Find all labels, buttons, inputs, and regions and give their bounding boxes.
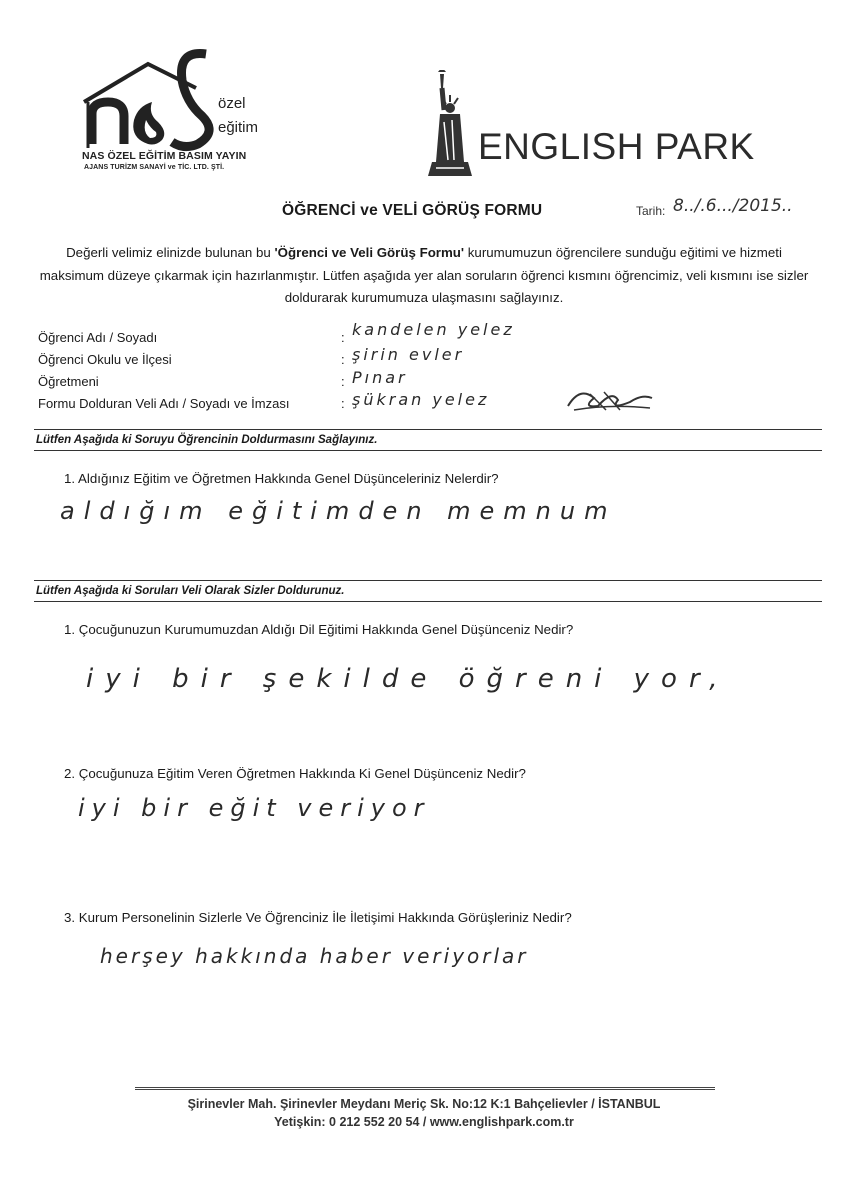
svg-text:özel: özel bbox=[218, 95, 246, 112]
parent-answer-3: herşey hakkında haber veriyorlar bbox=[100, 944, 529, 968]
student-name-colon: : bbox=[341, 330, 345, 345]
footer-contact: Yetişkin: 0 212 552 20 54 / www.englishpark.com.tr bbox=[274, 1115, 574, 1129]
parent-name-value: şükran yelez bbox=[352, 390, 490, 409]
student-name-label: Öğrenci Adı / Soyadı bbox=[38, 330, 158, 345]
intro-form-name: 'Öğrenci ve Veli Görüş Formu' bbox=[274, 245, 465, 260]
parent-question-1: 1. Çocuğunuzun Kurumumuzdan Aldığı Dil Eğitimi Hakkında Genel Düşünceniz Nedir? bbox=[64, 622, 574, 637]
teacher-value: Pınar bbox=[352, 368, 408, 387]
svg-text:eğitim: eğitim bbox=[218, 119, 259, 136]
form-title: ÖĞRENCİ ve VELİ GÖRÜŞ FORMU bbox=[282, 202, 543, 219]
date-label: Tarih: bbox=[636, 204, 666, 218]
parent-answer-2: iyi bir eğit veriyor bbox=[78, 794, 431, 822]
student-name-value: kandelen yelez bbox=[352, 320, 515, 339]
parent-section-heading: Lütfen Aşağıda ki Soruları Veli Olarak Sizler Doldurunuz. bbox=[34, 580, 822, 602]
student-question-1: 1. Aldığınız Eğitim ve Öğretmen Hakkında Genel Düşünceleriniz Nelerdir? bbox=[64, 471, 499, 486]
student-school-label: Öğrenci Okulu ve İlçesi bbox=[38, 352, 172, 367]
intro-paragraph bbox=[34, 242, 814, 310]
nas-company-name: NAS ÖZEL EĞİTİM BASIM YAYIN bbox=[82, 150, 247, 162]
parent-name-label: Formu Dolduran Veli Adı / Soyadı ve İmzası bbox=[38, 396, 290, 411]
parent-answer-1: iyi bir şekilde öğreni yor, bbox=[86, 664, 730, 694]
parent-question-3: 3. Kurum Personelinin Sizlerle Ve Öğrenciniz İle İletişimi Hakkında Görüşleriniz Nedir? bbox=[64, 910, 572, 925]
parent-signature bbox=[560, 380, 660, 420]
intro-text-1: Değerli velimiz elinizde bulunan bu bbox=[66, 245, 275, 260]
parent-question-2: 2. Çocuğunuza Eğitim Veren Öğretmen Hakkında Ki Genel Düşünceniz Nedir? bbox=[64, 766, 526, 781]
student-school-value: şirin evler bbox=[352, 345, 465, 364]
english-park-name: ENGLISH PARK bbox=[478, 126, 755, 167]
footer-divider bbox=[135, 1087, 715, 1090]
intro-text-2: kurumumuzun öğrencilere sunduğu eğitimi ve hizmeti maksimum düzeye çıkarmak için hazırlanmıştır. Lütfen aşağıda yer alan soruların öğrenci kısmını öğrencimiz, veli kısmını ise sizler doldurarak kurumumuza ulaşmasını sağlayınız. bbox=[39, 245, 809, 305]
student-answer-1: aldığım eğitimden memnum bbox=[60, 497, 617, 525]
student-school-colon: : bbox=[341, 352, 345, 367]
teacher-colon: : bbox=[341, 374, 345, 389]
date-value: 8../.6.../2015.. bbox=[673, 196, 793, 216]
parent-name-colon: : bbox=[341, 396, 345, 411]
nas-company-subline: AJANS TURİZM SANAYİ ve TİC. LTD. ŞTİ. bbox=[84, 164, 225, 171]
student-section-heading: Lütfen Aşağıda ki Soruyu Öğrencinin Doldurmasını Sağlayınız. bbox=[34, 429, 822, 451]
footer-address: Şirinevler Mah. Şirinevler Meydanı Meriç Sk. No:12 K:1 Bahçelievler / İSTANBUL bbox=[187, 1097, 661, 1111]
teacher-label: Öğretmeni bbox=[38, 374, 99, 389]
